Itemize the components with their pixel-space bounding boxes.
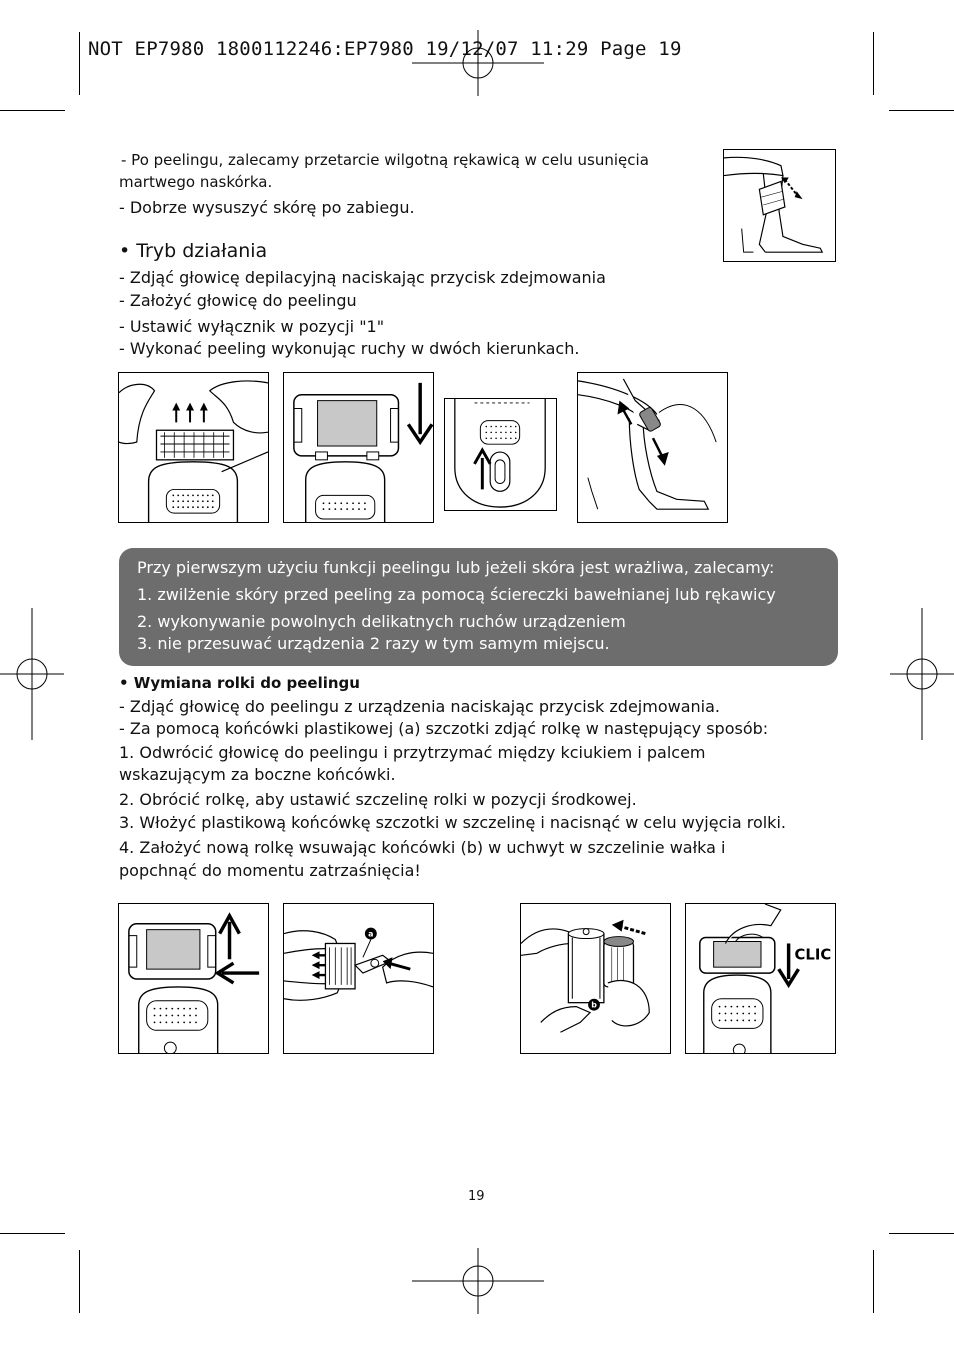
replace-line-8: popchnąć do momentu zatrzaśnięcia! — [119, 861, 421, 880]
figure-switch-position — [444, 398, 557, 511]
mode-step-2: - Założyć głowicę do peelingu — [119, 291, 357, 310]
label-a: a — [368, 929, 374, 939]
clic-label: CLIC — [794, 946, 832, 964]
figure-remove-head — [118, 372, 269, 523]
intro-line-2: martwego naskórka. — [119, 173, 273, 191]
note-line-2: 1. zwilżenie skóry przed peeling za pomocą ściereczki bawełnianej lub rękawicy — [137, 585, 776, 604]
replace-line-7: 4. Założyć nową rolkę wsuwając końcówki (b) w uchwyt w szczelinie wałka i — [119, 838, 726, 857]
replace-line-2: - Za pomocą końcówki plastikowej (a) szczotki zdjąć rolkę w następujący sposób: — [119, 719, 769, 738]
mode-step-1: - Zdjąć głowicę depilacyjną naciskając przycisk zdejmowania — [119, 268, 606, 287]
figure-detach-peeling-head — [118, 903, 269, 1054]
figure-remove-roller — [283, 903, 434, 1054]
label-b: b — [591, 1000, 597, 1010]
mode-heading: • Tryb działania — [119, 240, 268, 262]
figure-insert-roller — [520, 903, 671, 1054]
replace-line-5: 2. Obrócić rolkę, aby ustawić szczelinę rolki w pozycji środkowej. — [119, 790, 637, 809]
note-line-1: Przy pierwszym użyciu funkcji peelingu lub jeżeli skóra jest wrażliwa, zalecamy: — [137, 558, 775, 577]
registration-mark-top — [412, 30, 544, 96]
page-number: 19 — [468, 1189, 485, 1204]
mode-step-4: - Wykonać peeling wykonując ruchy w dwóch kierunkach. — [119, 339, 580, 358]
note-line-4: 3. nie przesuwać urządzenia 2 razy w tym samym miejscu. — [137, 634, 610, 653]
figure-peeling-leg — [577, 372, 728, 523]
mode-step-3: - Ustawić wyłącznik w pozycji "1" — [119, 317, 385, 336]
registration-mark-right — [890, 608, 954, 740]
intro-line-3: - Dobrze wysuszyć skórę po zabiegu. — [119, 198, 415, 217]
figure-attach-head — [283, 372, 434, 523]
figure-leg-glove — [723, 149, 836, 262]
replace-line-4: wskazującym za boczne końcówki. — [119, 765, 396, 784]
registration-mark-bottom — [412, 1248, 544, 1314]
figure-click-into-place — [685, 903, 836, 1054]
print-header: NOT EP7980 1800112246:EP7980 19/12/07 11:29 Page 19 — [88, 38, 682, 60]
replace-line-3: 1. Odwrócić głowicę do peelingu i przytrzymać między kciukiem i palcem — [119, 743, 706, 762]
replace-line-6: 3. Włożyć plastikową końcówkę szczotki w szczelinę i nacisnąć w celu wyjęcia rolki. — [119, 813, 786, 832]
registration-mark-left — [0, 608, 64, 740]
intro-line-1: - Po peelingu, zalecamy przetarcie wilgotną rękawicą w celu usunięcia — [121, 151, 649, 169]
note-line-3: 2. wykonywanie powolnych delikatnych ruchów urządzeniem — [137, 612, 626, 631]
replace-line-1: - Zdjąć głowicę do peelingu z urządzenia naciskając przycisk zdejmowania. — [119, 697, 720, 716]
replace-heading: • Wymiana rolki do peelingu — [119, 674, 360, 692]
